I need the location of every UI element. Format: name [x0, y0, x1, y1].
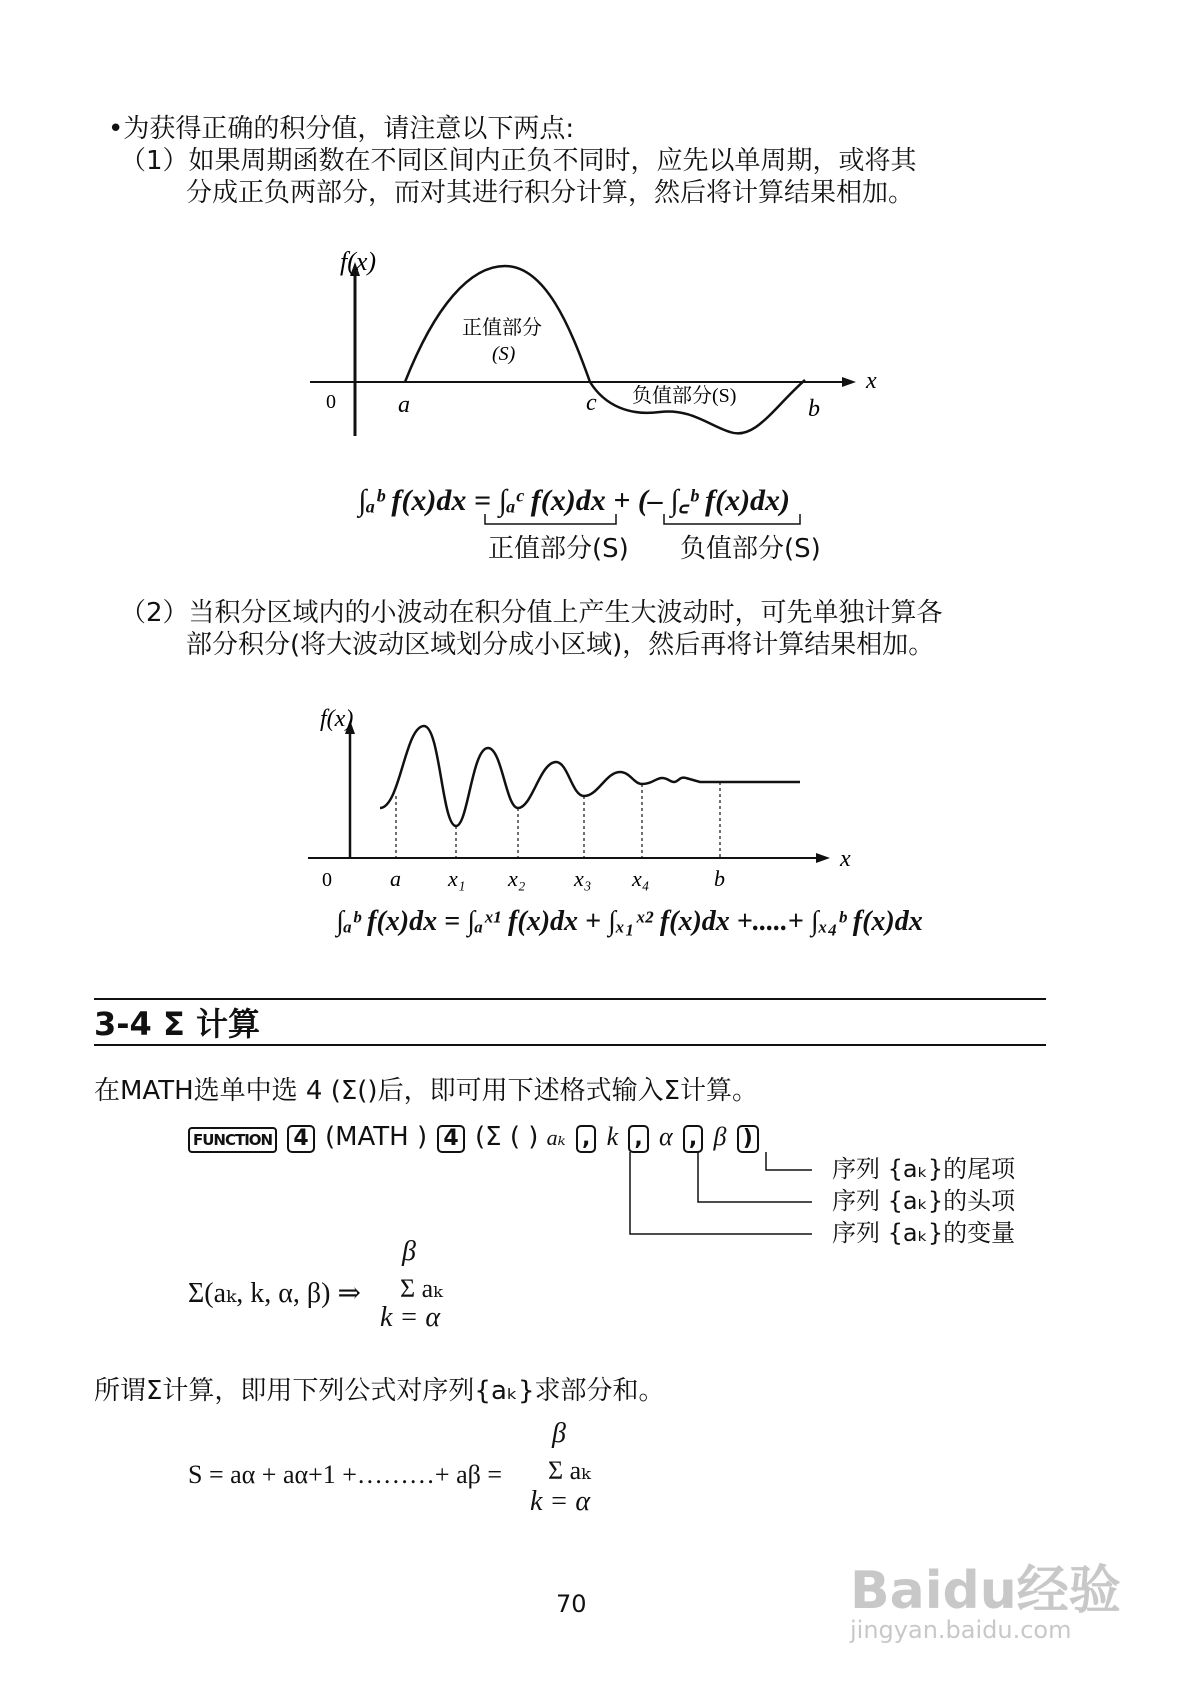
- figure1-origin: 0: [326, 391, 336, 413]
- figure-1-positive-negative-integral: [300, 236, 900, 466]
- key-sequence: [188, 1122, 761, 1153]
- paragraph-1-line-2: 分成正负两部分，而对其进行积分计算，然后将计算结果相加。: [186, 178, 915, 208]
- leader-head: [698, 1152, 812, 1202]
- section-top-rule: [94, 998, 1046, 1000]
- close-paren-key[interactable]: ): [737, 1125, 759, 1153]
- section-line-1: 在MATH选单中选 4 (Σ()后，即可用下述格式输入Σ计算。: [94, 1076, 758, 1106]
- partial-sum-text: 所谓Σ计算，即用下列公式对序列{aₖ}求部分和。: [94, 1376, 665, 1406]
- paragraph-2-line-1: （2）当积分区域内的小波动在积分值上产生大波动时，可先单独计算各: [120, 598, 943, 628]
- figure2-tick-x2: x₂: [508, 866, 526, 891]
- function-key[interactable]: FUNCTION: [188, 1127, 277, 1153]
- figure2-tick-b: b: [714, 866, 725, 891]
- s-formula: S = aα + aα+1 +………+ aβ =: [188, 1460, 503, 1489]
- comma-key-2[interactable]: ,: [628, 1125, 648, 1153]
- figure1-x-axis-arrow: [842, 377, 856, 387]
- leader-variable: [630, 1152, 812, 1234]
- sum-symbol: Σ aₖ: [400, 1274, 443, 1303]
- figure2-origin: 0: [322, 869, 332, 891]
- watermark-logo: Baidu经验: [850, 1561, 1121, 1621]
- figure1-brace-negative: [664, 514, 800, 524]
- figure2-x-label: x: [840, 846, 851, 872]
- figure2-tick-x4: x₄: [632, 866, 650, 891]
- sigma-syntax: Σ(aₖ, k, α, β) ⇒: [188, 1278, 361, 1309]
- alpha-label: α: [659, 1122, 673, 1151]
- paragraph-2-line-2: 部分积分(将大波动区域划分成小区域)，然后再将计算结果相加。: [186, 630, 935, 660]
- s-sum-lower-limit: k = α: [530, 1486, 591, 1517]
- callout-variable: 序列 {aₖ}的变量: [832, 1219, 1016, 1247]
- key-4-math[interactable]: 4: [287, 1125, 314, 1153]
- sum-lower-limit: k = α: [380, 1302, 441, 1333]
- figure1-brace1-label: 正值部分(S): [488, 534, 629, 564]
- figure1-formula: ∫ₐᵇ f(x)dx = ∫ₐᶜ f(x)dx + (– ∫꜀ᵇ f(x)dx): [358, 484, 791, 517]
- figure1-brace-positive: [485, 514, 616, 524]
- page-number: 70: [556, 1590, 587, 1618]
- comma-key-1[interactable]: ,: [576, 1125, 596, 1153]
- figure2-tick-x3: x₃: [574, 866, 592, 891]
- figure1-x-label: x: [866, 368, 877, 394]
- comma-key-3[interactable]: ,: [683, 1125, 703, 1153]
- paragraph-1-line-1: （1）如果周期函数在不同区间内正负不同时，应先以单周期，或将其: [120, 146, 917, 176]
- ak-label: aₖ: [546, 1125, 566, 1150]
- figure-2-oscillating-integral: [300, 686, 860, 896]
- figure2-x-axis-arrow: [816, 853, 830, 863]
- s-sum-upper-limit: β: [552, 1418, 566, 1449]
- callout-head: 序列 {aₖ}的头项: [832, 1187, 1016, 1215]
- beta-label: β: [713, 1122, 727, 1151]
- figure2-y-label: f(x): [320, 706, 354, 732]
- figure1-positive-area-label: 正值部分: [462, 317, 542, 339]
- figure1-brace2-label: 负值部分(S): [680, 534, 821, 564]
- figure1-curve: [405, 266, 805, 433]
- callout-leaders: [600, 1150, 820, 1250]
- watermark-url: jingyan.baidu.com: [850, 1616, 1072, 1644]
- figure1-positive-area-s: (S): [492, 343, 516, 365]
- callout-tail: 序列 {aₖ}的尾项: [832, 1155, 1016, 1183]
- key-4-sigma[interactable]: 4: [437, 1125, 464, 1153]
- figure2-tick-x1: x₁: [448, 866, 466, 891]
- figure1-label-c: c: [586, 390, 597, 416]
- bullet-line: •为获得正确的积分值，请注意以下两点:: [108, 114, 575, 144]
- section-title: 3-4 Σ 计算: [94, 1005, 260, 1043]
- section-bottom-rule: [94, 1044, 1046, 1046]
- k-label: k: [606, 1122, 619, 1151]
- figure1-label-a: a: [398, 392, 410, 418]
- figure1-braces: [480, 512, 820, 528]
- sigma-open-label: (Σ ( ): [474, 1122, 539, 1152]
- figure2-formula: ∫ₐᵇ f(x)dx = ∫ₐˣ¹ f(x)dx + ∫ₓ₁ˣ² f(x)dx +.....+ ∫ₓ₄ᵇ f(x)dx: [336, 906, 923, 937]
- figure1-y-label: f(x): [340, 247, 377, 276]
- figure2-curve: [380, 726, 800, 826]
- figure1-negative-area-label: 负值部分(S): [632, 385, 737, 407]
- s-sum-symbol: Σ aₖ: [548, 1456, 591, 1485]
- leader-tail: [766, 1152, 812, 1170]
- sum-upper-limit: β: [402, 1236, 416, 1267]
- figure1-label-b: b: [808, 396, 820, 422]
- figure2-tick-a: a: [390, 866, 401, 891]
- math-label: (MATH ): [324, 1122, 428, 1152]
